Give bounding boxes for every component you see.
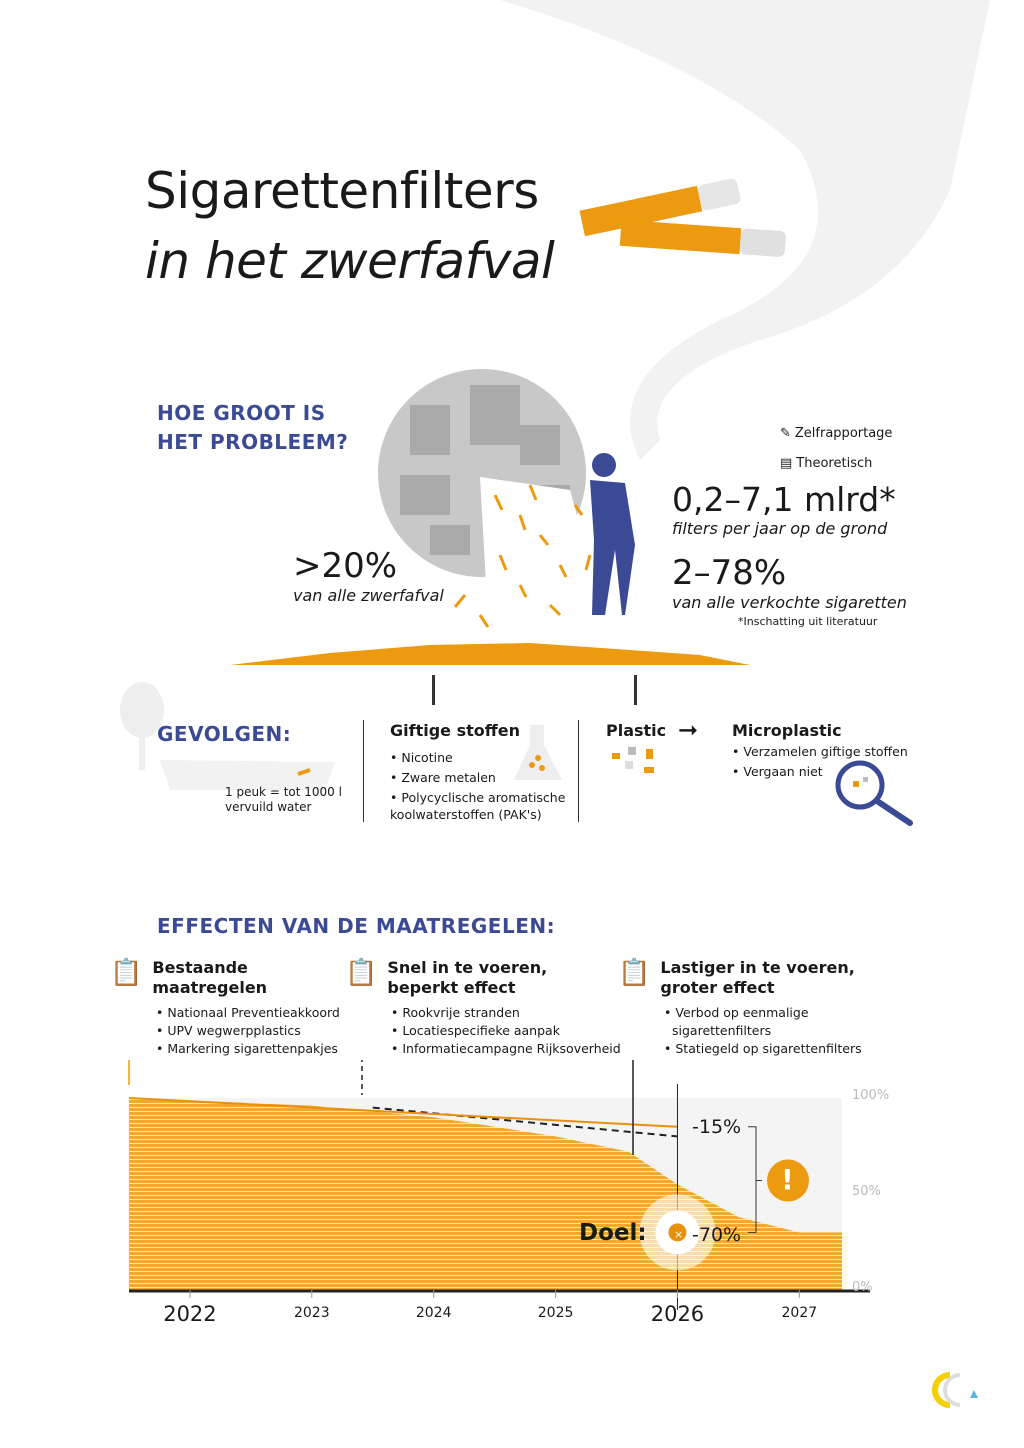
method-theoretical <box>780 454 872 473</box>
x-tick-label: 2022 <box>163 1302 217 1326</box>
measure-item: • Statiegeld op sigarettenfilters <box>664 1040 862 1058</box>
problem-heading-line-1: HOE GROOT IS <box>157 401 326 425</box>
measure-group-title: Bestaande <box>152 958 248 977</box>
logo-icon <box>930 1370 980 1410</box>
method-self-report <box>780 424 892 443</box>
measure-item: • Markering sigarettenpakjes <box>156 1040 340 1058</box>
divider <box>363 720 364 822</box>
person-silhouette-icon <box>590 453 635 615</box>
measure-item: • Verbod op eenmalige <box>664 1004 862 1022</box>
flask-icon <box>510 710 566 782</box>
reduction-label: -15% <box>692 1116 742 1138</box>
goal-value: -70% <box>692 1224 742 1246</box>
title-line-2: in het zwerfafval <box>145 232 555 290</box>
goal-label: Doel: <box>579 1220 647 1246</box>
arrow-down-icon <box>634 675 637 705</box>
toxic-item: • Zware metalen <box>390 768 565 788</box>
pct-label: van alle verkochte sigaretten <box>672 593 907 612</box>
share-value: >20% <box>293 546 398 586</box>
microplastic-title: Microplastic <box>732 721 842 740</box>
measure-group-title: groter effect <box>660 978 775 997</box>
toxic-item-continuation: koolwaterstoffen (PAK's) <box>390 807 542 822</box>
share-stat <box>293 546 444 605</box>
measure-group-title: Snel in te voeren, <box>387 958 548 977</box>
count-label: filters per jaar op de grond <box>672 519 888 538</box>
consequences-heading: GEVOLGEN: <box>157 722 292 746</box>
share-label: van alle zwerfafval <box>293 586 444 605</box>
measures-heading: EFFECTEN VAN DE MAATREGELEN: <box>157 914 556 938</box>
method-label: Zelfrapportage <box>794 426 893 441</box>
toxic-item: • Nicotine <box>390 748 565 768</box>
water-label-line-2: vervuild water <box>225 800 312 814</box>
toxic-title: Giftige stoffen <box>390 721 520 740</box>
microplastic-item: • Vergaan niet <box>732 762 908 782</box>
method-label: Theoretisch <box>796 456 873 471</box>
footnote: *Inschatting uit literatuur <box>738 615 878 628</box>
y-tick-label: 100% <box>852 1088 890 1103</box>
arrow-down-icon <box>432 675 435 705</box>
x-tick-label: 2024 <box>415 1305 452 1321</box>
plastic-title: Plastic <box>606 721 667 740</box>
measure-group-title: Lastiger in te voeren, <box>660 958 855 977</box>
arrow-right-icon: ➞ <box>678 716 699 744</box>
measure-item: • Locatiespecifieke aanpak <box>391 1022 621 1040</box>
checklist-icon: 📋 <box>110 958 143 988</box>
plastic-fragments-icon <box>610 745 660 780</box>
checklist-icon: 📋 <box>345 958 378 988</box>
y-tick-label: 0% <box>852 1280 873 1295</box>
x-tick-label: 2026 <box>650 1302 705 1326</box>
water-label-line-1: 1 peuk = tot 1000 l <box>225 785 342 799</box>
title-line-1: Sigarettenfilters <box>145 162 539 220</box>
measure-item: • UPV wegwerpplastics <box>156 1022 340 1040</box>
cigarette-icon <box>575 165 795 275</box>
count-stat <box>672 480 896 538</box>
measure-group <box>618 958 862 1058</box>
effects-chart <box>0 1060 1024 1350</box>
problem-heading-line-2: HET PROBLEEM? <box>157 430 349 454</box>
goal-x-icon: × <box>674 1228 684 1241</box>
measure-group <box>345 958 621 1058</box>
divider <box>578 720 579 822</box>
measure-item: • Nationaal Preventieakkoord <box>156 1004 340 1022</box>
measure-group <box>110 958 340 1058</box>
measure-item: • Rookvrije stranden <box>391 1004 621 1022</box>
water-label <box>225 785 342 815</box>
checklist-icon: 📋 <box>618 958 651 988</box>
measure-item: sigarettenfilters <box>672 1023 772 1038</box>
pencil-icon: ✎ <box>780 426 791 441</box>
microplastic-item: • Verzamelen giftige stoffen <box>732 742 908 762</box>
y-tick-label: 50% <box>852 1184 881 1199</box>
document-icon: ▤ <box>780 456 793 471</box>
x-tick-label: 2027 <box>781 1305 818 1321</box>
pct-value: 2–78% <box>672 553 787 593</box>
measure-group-title: beperkt effect <box>387 978 516 997</box>
x-tick-label: 2025 <box>537 1305 574 1321</box>
x-tick-label: 2023 <box>293 1305 330 1321</box>
warning-mark: ! <box>781 1163 794 1196</box>
toxic-item: • Polycyclische aromatische <box>390 788 565 808</box>
pct-stat <box>672 553 907 612</box>
measure-group-title: maatregelen <box>152 978 268 997</box>
measure-item: • Informatiecampagne Rijksoverheid <box>391 1040 621 1058</box>
count-value: 0,2–7,1 mlrd* <box>672 480 896 519</box>
magnifier-icon <box>825 755 920 830</box>
